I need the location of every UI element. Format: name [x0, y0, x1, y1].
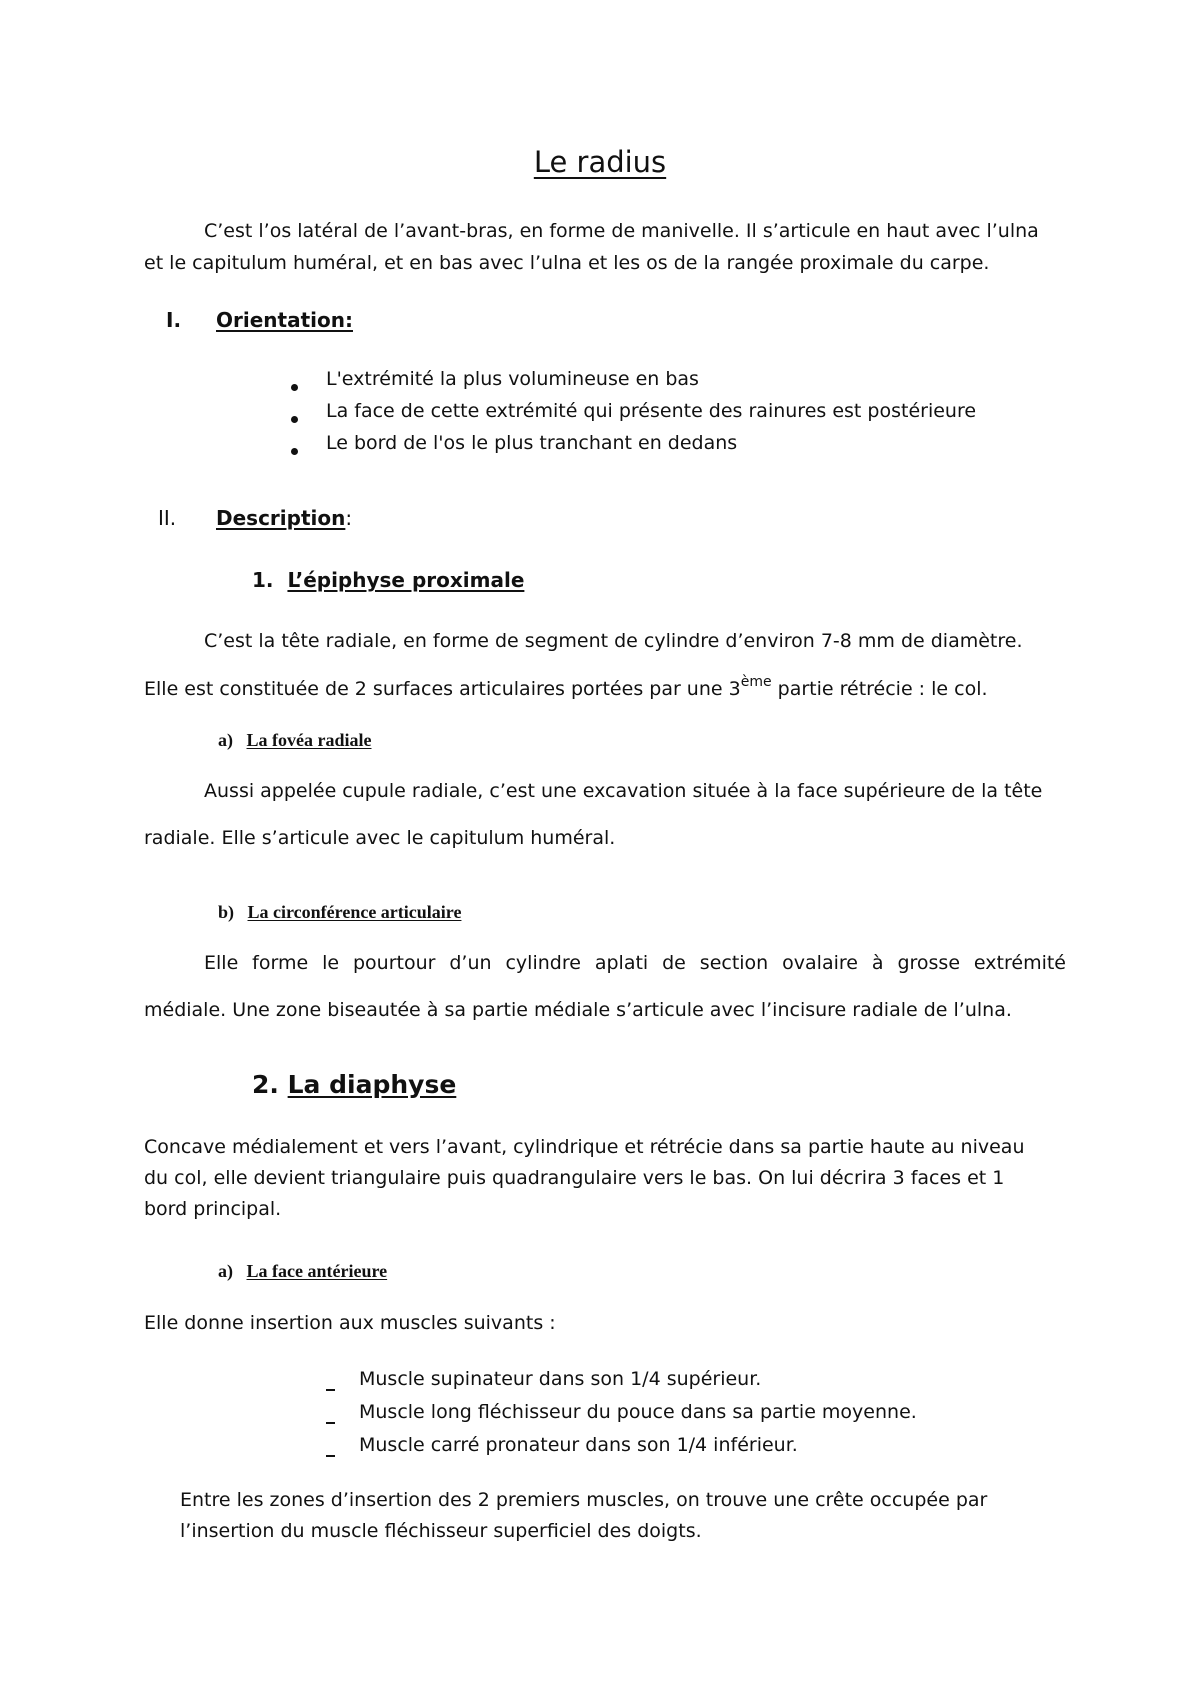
bullet-icon: [291, 410, 298, 428]
bullet-icon: [291, 442, 298, 460]
page-title: Le radius: [533, 145, 667, 179]
subsection-2-number: 2.: [252, 1070, 279, 1099]
diaphyse-line-3: bord principal.: [144, 1198, 282, 1220]
intro-line-1: C’est l’os latéral de l’avant-bras, en forme de manivelle. Il s’articule en haut avec l’ulna: [204, 220, 1039, 242]
section-2-title: Description: [216, 506, 346, 530]
section-1-title: Orientation:: [216, 308, 353, 332]
face-anterieure-letter: a): [218, 1261, 233, 1281]
muscle-item-2: Muscle long fléchisseur du pouce dans sa partie moyenne.: [359, 1401, 917, 1423]
section-2-number: II.: [158, 506, 177, 530]
dash-icon: [326, 1378, 335, 1396]
circonference-heading: [218, 902, 461, 923]
fovea-letter: a): [218, 730, 233, 750]
diaphyse-line-1: Concave médialement et vers l’avant, cylindrique et rétrécie dans sa partie haute au niveau: [144, 1136, 1025, 1158]
circonference-title: La circonférence articulaire: [247, 902, 462, 922]
epiphyse-line-2-start: Elle est constituée de 2 surfaces articulaires portées par une 3: [144, 678, 741, 700]
closing-line-2: l’insertion du muscle fléchisseur superficiel des doigts.: [180, 1520, 702, 1542]
subsection-1-heading: [252, 568, 524, 592]
section-2-colon: :: [345, 506, 353, 530]
circonference-line-1: Elle forme le pourtour d’un cylindre aplati de section ovalaire à grosse extrémité: [204, 952, 1066, 974]
section-1-number: I.: [166, 308, 182, 332]
orientation-item-3: Le bord de l'os le plus tranchant en dedans: [326, 432, 738, 454]
muscle-item-3: Muscle carré pronateur dans son 1/4 inférieur.: [359, 1434, 798, 1456]
face-anterieure-heading: [218, 1261, 387, 1282]
circonference-letter: b): [218, 902, 235, 922]
fovea-line-2: radiale. Elle s’articule avec le capitulum huméral.: [144, 827, 616, 849]
subsection-1-title: L’épiphyse proximale: [287, 568, 525, 592]
diaphyse-line-2: du col, elle devient triangulaire puis quadrangulaire vers le bas. On lui décrira 3 faces et 1: [144, 1167, 1005, 1189]
orientation-item-2: La face de cette extrémité qui présente des rainures est postérieure: [326, 400, 977, 422]
epiphyse-line-2: [144, 667, 988, 705]
face-anterieure-title: La face antérieure: [246, 1261, 388, 1281]
epiphyse-line-2-end: partie rétrécie : le col.: [771, 678, 988, 700]
dash-icon: [326, 1444, 335, 1462]
epiphyse-superscript: ème: [740, 674, 772, 690]
subsection-2-heading: [252, 1070, 456, 1099]
orientation-item-1: L'extrémité la plus volumineuse en bas: [326, 368, 699, 390]
bullet-icon: [291, 378, 298, 396]
closing-line-1: Entre les zones d’insertion des 2 premiers muscles, on trouve une crête occupée par: [180, 1489, 988, 1511]
dash-icon: [326, 1411, 335, 1429]
fovea-heading: [218, 730, 371, 751]
circonference-line-2: médiale. Une zone biseautée à sa partie médiale s’articule avec l’incisure radiale de l’ulna.: [144, 999, 1012, 1021]
fovea-line-1: Aussi appelée cupule radiale, c’est une excavation située à la face supérieure de la tête: [204, 780, 1043, 802]
muscle-item-1: Muscle supinateur dans son 1/4 supérieur.: [359, 1368, 762, 1390]
subsection-2-title: La diaphyse: [287, 1070, 457, 1099]
epiphyse-line-1: C’est la tête radiale, en forme de segment de cylindre d’environ 7-8 mm de diamètre.: [204, 630, 1023, 652]
section-2-heading: [216, 506, 352, 530]
subsection-1-number: 1.: [252, 568, 274, 592]
intro-line-2: et le capitulum huméral, et en bas avec l’ulna et les os de la rangée proximale du carpe.: [144, 252, 990, 274]
face-anterieure-intro: Elle donne insertion aux muscles suivants :: [144, 1312, 556, 1334]
fovea-title: La fovéa radiale: [246, 730, 372, 750]
